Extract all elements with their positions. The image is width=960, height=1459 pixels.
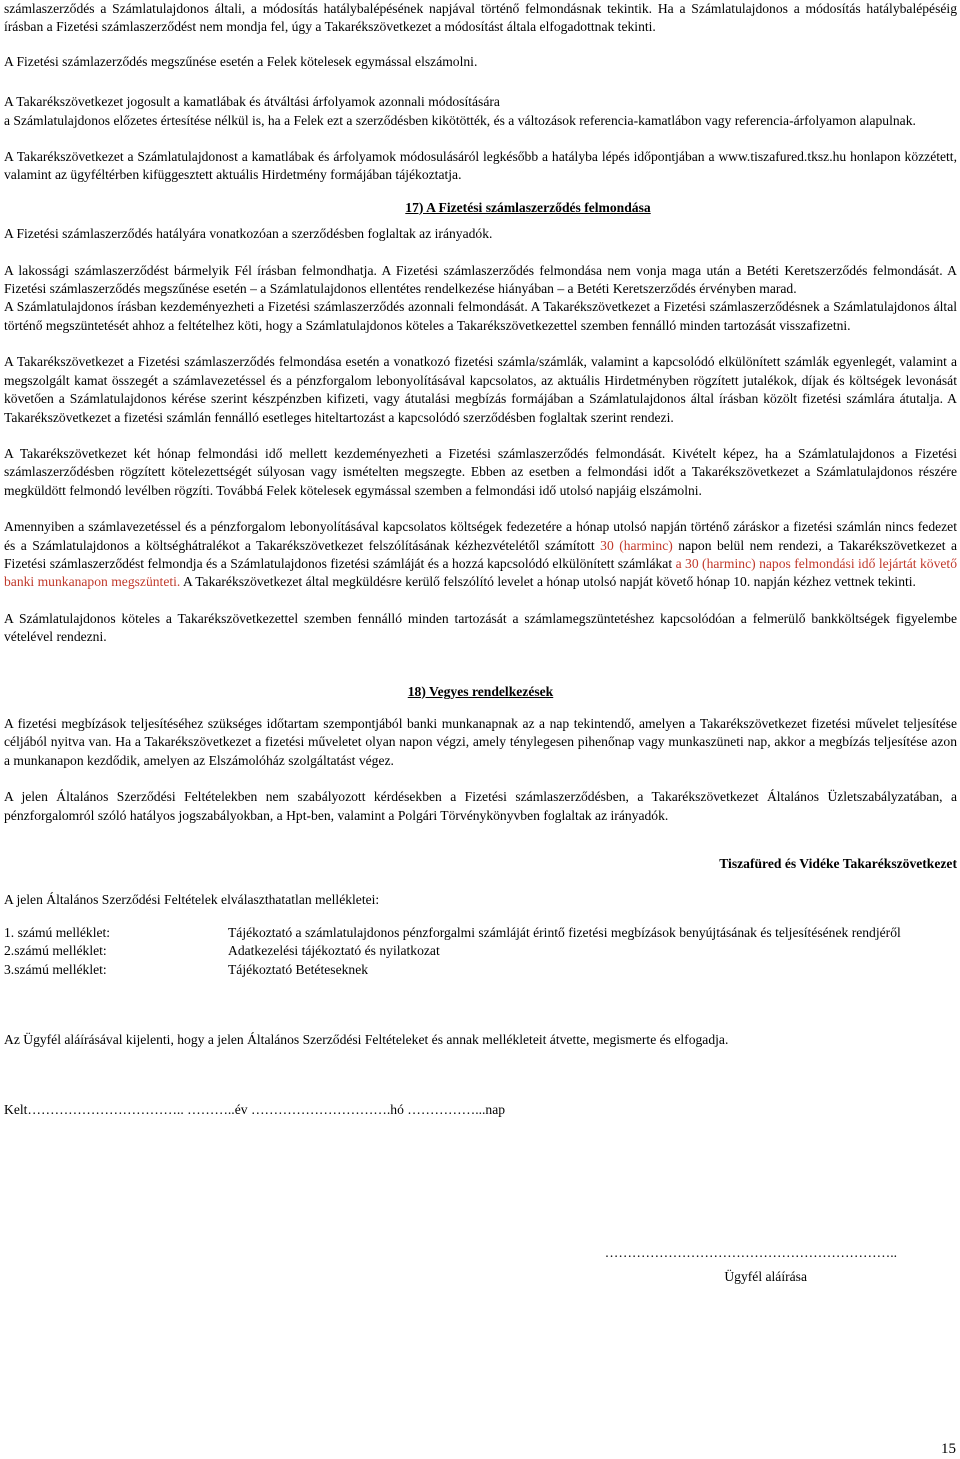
annex-text: Tájékoztató Betéteseknek — [228, 961, 369, 977]
paragraph-settlement: A Fizetési számlazerződés megszűnése esetén a Felek kötelesek egymással elszámolni. — [4, 53, 478, 69]
page-number: 15 — [941, 1441, 956, 1457]
paragraph-banking-day: A fizetési megbízások teljesítéséhez szükséges időtartam szempontjából banki munkanapnak az a nap tekintendő, amelyen a Takarékszövetkezet fizetési művelet teljesítése céljából nyitva van. Ha a Takarékszövetkezet a fizetési műveletet olyan napon végzi, amely ténylegesen pihenőnap vagy munkaszüneti nap, akkor a megbízás teljesítése azon a munkanapon kezdődik, amelyen az Elszámolóház szolgáltatást végez. — [4, 715, 957, 768]
paragraph-rate-change-conditions: a Számlatulajdonos előzetes értesítése nélkül is, ha a Felek ezt a szerződésben kikötötték, és a változások referencia-kamatlábon vagy referencia-árfolyamon alapulnak. — [4, 112, 916, 128]
paragraph-debt-settlement: A Számlatulajdonos köteles a Takarékszövetkezettel szemben fennálló minden tartozását a számlamegszüntetéshez kapcsolódóan a felmerülő bankköltségek figyelembe vételével rendezni. — [4, 610, 957, 645]
paragraph-notice-period: A Takarékszövetkezet két hónap felmondási idő mellett kezdeményezheti a Fizetési számlaszerződés felmondását. Kivételt képez, ha a Számlatulajdonos a Fizetési számlaszerződésben rögzített kötelezettségét súlyosan vagy ismételten megszegte. Ebben az esetben a felmondási időt a Takarékszövetkezet a Számlatulajdonos részére megküldött felmondó levélben rögzíti. Továbbá Felek kötelesek egymással szemben a felmondási idő utolsó napjáig elszámolni. — [4, 445, 957, 498]
annex-text: Adatkezelési tájékoztató és nyilatkozat — [228, 943, 440, 959]
signature-caption: Ügyfél aláírása — [724, 1269, 807, 1285]
annex-label: 3.számú melléklet: — [4, 961, 107, 977]
annex-label: 1. számú melléklet: — [4, 924, 111, 940]
paragraph-termination-by-party: A lakossági számlaszerződést bármelyik Fél írásban felmondhatja. A Fizetési számlaszerződés felmondása nem vonja maga után a Betéti Keretszerződés felmondását. A Fizetési számlaszerződés megszűnése esetén – a Számlatulajdonos ellentétes rendelkezése hiányában – a Betéti Keretszerződés érvényben marad. — [4, 262, 957, 297]
annex-item — [4, 924, 957, 942]
signature-line: ……………………………………………………….. — [604, 1244, 897, 1260]
paragraph-termination-settlement: A Takarékszövetkezet a Fizetési számlaszerződés felmondása esetén a vonatkozó fizetési számla/számlák, valamint a kapcsolódó elkülönített számlák egyenlegét, valamint a megszolgált kamat összegét a számlavezetéssel és a pénzforgalom lebonyolításával kapcsolatos, az aktuális Hirdetményben rögzített jutalékok, díjak és költségek levonását követően a Számlatulajdonos kérése szerint készpénzben kifizeti, vagy átutalási megbízás formájában a Számlatulajdonos által írásban közölt fizetési számlára átutalja. A Takarékszövetkezet a fizetési számlán fennálló esetleges hiteltartozást a kapcsolódó szerződésben foglaltak szerint rendezi. — [4, 354, 957, 425]
cost-arrears-text-a: Amennyiben a számlavezetéssel és a pénzforgalom lebonyolításával kapcsolatos költségek fedezetére a hónap utolsó napján történő záráskor a fizetési számlán nincs fedezet és a Számlatulajdonos a költséghátralékot a Takarékszövetkezet felszólításának kézhezvételétől számított — [4, 519, 957, 553]
cost-arrears-deadline: 30 (harminc) — [600, 537, 673, 553]
annex-label: 2.számú melléklet: — [4, 943, 107, 959]
section-heading-17: 17) A Fizetési számlaszerződés felmondása — [405, 199, 651, 215]
annex-item — [4, 961, 957, 979]
cost-arrears-text-c: napon belül nem rendezi, a Takarékszövetkezet a Fizetési számlaszerződést felmondja és a Számlatulajdonos fizetési számláját és a hozzá kapcsolódó elkülönített számlákat — [4, 537, 958, 571]
acknowledgement-statement: Az Ügyfél aláírásával kijelenti, hogy a jelen Általános Szerződési Feltételeket és annak mellékleteit átvette, megismerte és elfogadja. — [4, 1032, 729, 1048]
paragraph-immediate-termination: A Számlatulajdonos írásban kezdeményezheti a Fizetési számlaszerződés azonnali felmondását. A Takarékszövetkezet a Fizetési számlaszerződésnek a Számlatulajdonos által történő megszüntetését ahhoz a feltételhez köti, hogy a Számlatulajdonos köteles a Takarékszövetkezettel szemben fennálló minden tartozását visszafizetni. — [4, 299, 957, 333]
paragraph-contract-validity: A Fizetési számlaszerződés hatályára vonatkozóan a szerződésben foglaltak az irányadók. — [4, 226, 493, 242]
paragraph-modification-acceptance: számlaszerződés a Számlatulajdonos általi, a módosítás hatálybalépésének napjával történő felmondásnak tekintik. Ha a Számlatulajdonos a módosítás hatálybalépéséig írásban a Fizetési számlaszerződést nem mondja fel, úgy a Takarékszövetkezet a módosítást általa elfogadottnak tekinti. — [4, 1, 957, 35]
paragraph-governing-rules: A jelen Általános Szerződési Feltételekben nem szabályozott kérdésekben a Fizetési számlaszerződésben, a Takarékszövetkezet Általános Üzletszabályzatában, a pénzforgalomról szóló hatályos jogszabályokban, a Hpt-ben, valamint a Polgári Törvénykönyvben foglaltak az irányadók. — [4, 789, 957, 823]
date-line: Kelt…………………………….. ………..év ………………………….hó ……………...nap — [4, 1102, 506, 1118]
cost-arrears-text-e: A Takarékszövetkezet által megküldésre kerülő felszólító levelet a hónap utolsó napját követő hónap 10. napján kézhez vettnek tekinti. — [182, 574, 916, 590]
cost-arrears-termination: a 30 (harminc) napos felmondási idő lejártát követő banki munkanapon megszünteti. — [4, 555, 957, 590]
annex-item — [4, 942, 957, 960]
document-page — [4, 0, 957, 1287]
paragraph-cost-arrears — [4, 518, 957, 592]
annex-list — [4, 924, 957, 979]
annex-intro: A jelen Általános Szerződési Feltételek elválaszthatatlan mellékletei: — [4, 892, 380, 908]
paragraph-rate-notification: A Takarékszövetkezet a Számlatulajdonost a kamatlábak és árfolyamok módosulásáról legkésőbb a hatályba lépés időpontjában a www.tiszafured.tksz.hu honlapon közzétett, valamint az ügyféltérben kifüggesztett aktuális Hirdetmény formájában tájékoztatja. — [4, 149, 957, 183]
section-heading-18: 18) Vegyes rendelkezések — [407, 683, 554, 699]
paragraph-rate-change-right: A Takarékszövetkezet jogosult a kamatlábak és átváltási árfolyamok azonnali módosítására — [4, 94, 500, 110]
organization-name: Tiszafüred és Vidéke Takarékszövetkezet — [719, 856, 957, 871]
annex-text: Tájékoztató a számlatulajdonos pénzforgalmi számláját érintő fizetési megbízások benyújtásának és teljesítésének rendjéről — [228, 924, 901, 940]
